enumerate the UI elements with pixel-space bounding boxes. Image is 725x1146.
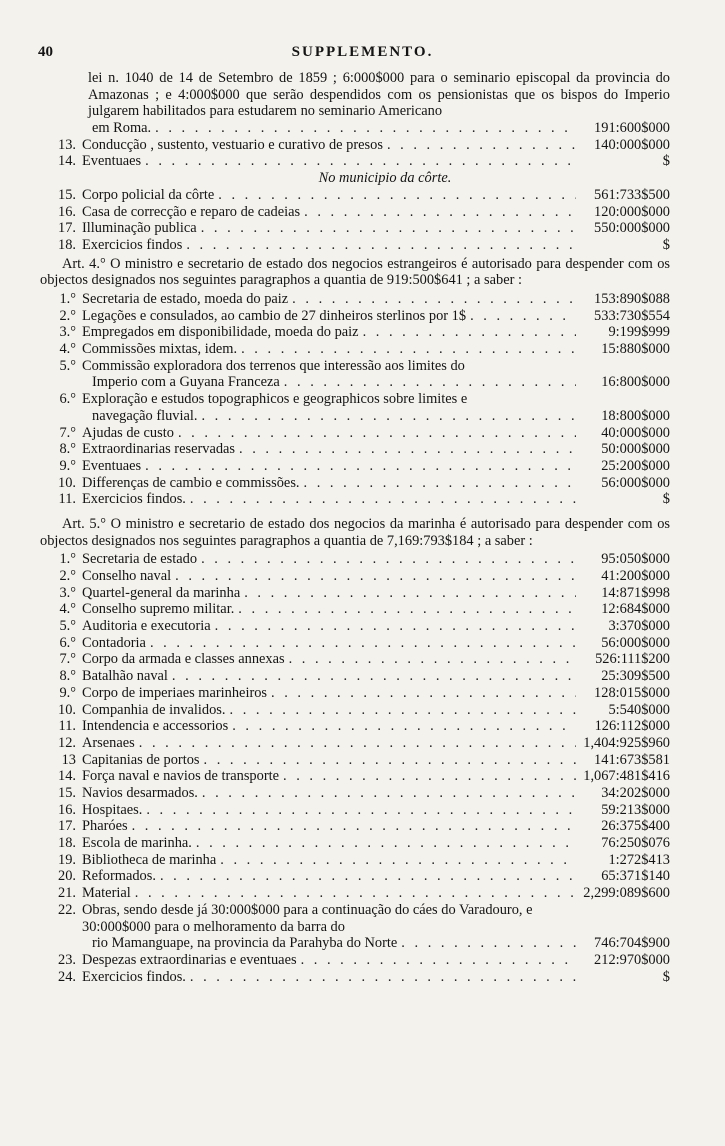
item-row-continuation [40, 374, 670, 391]
item-amount: 16:800$000 [601, 374, 670, 391]
item-label: Corpo de imperiaes marinheiros [82, 684, 268, 701]
item-label: Secretaria de estado [82, 551, 198, 568]
item-row [40, 153, 670, 170]
item-number: 24. [58, 968, 76, 985]
item-amount: 56:000$000 [601, 474, 670, 491]
item-number: 6.° [59, 634, 76, 651]
item-row [40, 475, 670, 492]
item-amount: $ [662, 968, 670, 985]
item-amount: 128:015$000 [594, 684, 670, 701]
item-label: Auditoria e executoria [82, 618, 211, 635]
item-amount: 140:000$000 [594, 136, 670, 153]
item-amount: 1,067:481$416 [583, 768, 670, 785]
item-label: Exercicios findos. [82, 491, 186, 508]
item-number: 16. [58, 801, 76, 818]
item-amount: 59:213$000 [601, 801, 670, 818]
item-row [40, 718, 670, 735]
item-label: Despezas extraordinarias e eventuaes [82, 951, 297, 968]
leader-dots [190, 491, 576, 508]
item-number: 16. [58, 203, 76, 220]
item-row [40, 618, 670, 635]
leader-dots [284, 374, 576, 391]
item-amount: 550:000$000 [594, 220, 670, 237]
item-row [40, 852, 670, 869]
leader-dots [186, 237, 576, 254]
item-number: 12. [58, 734, 76, 751]
art5-items-end [40, 952, 670, 985]
leader-dots [178, 425, 576, 442]
item-label: Eventuaes [82, 153, 142, 170]
item-label: Força naval e navios de transporte [82, 768, 279, 785]
art5-paragraph: Art. 5.° O ministro e secretario de estado dos negocios da marinha é autorisado para despender com os objectos designados nos seguintes paragraphos a quantia de 7,169:793$184 ; a saber : [40, 515, 670, 549]
item-row [40, 358, 670, 375]
item-row [40, 651, 670, 668]
leader-dots [160, 868, 576, 885]
item-label: Exercicios findos. [82, 968, 186, 985]
item-label: Navios desarmados. [82, 784, 198, 801]
item-label: Capitanias de portos [82, 751, 200, 768]
item-label: Pharóes [82, 818, 128, 835]
item-amount: 2,299:089$600 [583, 885, 670, 902]
items-list-a [40, 137, 670, 170]
item-row [40, 818, 670, 835]
item-amount: 65:371$140 [601, 868, 670, 885]
item-label: Companhia de invalidos. [82, 701, 226, 718]
item-amount: 126:112$000 [594, 718, 670, 735]
item-row [40, 187, 670, 204]
item-number: 13 [61, 751, 76, 768]
art4-items [40, 291, 670, 508]
leader-dots [196, 835, 576, 852]
item-number: 10. [58, 474, 76, 491]
item-label: Bibliotheca de marinha [82, 851, 217, 868]
item-row [40, 585, 670, 602]
leader-dots [232, 718, 576, 735]
leader-dots [238, 601, 576, 618]
leader-dots [135, 885, 576, 902]
item-row [40, 458, 670, 475]
item-amount: 14:871$998 [601, 584, 670, 601]
item-label: Commissões mixtas, idem. [82, 341, 238, 358]
item-label: Legações e consulados, ao cambio de 27 dinheiros sterlinos por 1$ [82, 307, 467, 324]
item-amount: 120:000$000 [594, 203, 670, 220]
item-number: 4.° [59, 341, 76, 358]
item-label-last: rio Mamanguape, na provincia da Parahyba do Norte [92, 935, 398, 952]
leader-dots [145, 153, 576, 170]
item-amount: $ [662, 491, 670, 508]
leader-dots [292, 291, 576, 308]
item-row [40, 441, 670, 458]
leader-dots [190, 969, 576, 986]
item-row-continuation [40, 408, 670, 425]
item-label-continuation: Imperio com a Guyana Franceza [92, 374, 280, 391]
item-amount: 12:684$000 [601, 601, 670, 618]
leader-dots [387, 137, 576, 154]
item-number: 19. [58, 851, 76, 868]
item-label: Corpo policial da côrte [82, 186, 215, 203]
item-number: 18. [58, 236, 76, 253]
art5-item-22-last [40, 935, 670, 952]
item-amount: 561:733$500 [594, 186, 670, 203]
leader-dots [230, 702, 577, 719]
item-number: 4.° [59, 601, 76, 618]
item-row [40, 568, 670, 585]
item-amount: 746:704$900 [594, 935, 670, 952]
leader-dots [172, 668, 576, 685]
item-label: Corpo da armada e classes annexas [82, 651, 285, 668]
item-amount: 34:202$000 [601, 784, 670, 801]
item-label: Quartel-general da marinha [82, 584, 241, 601]
item-label: Material [82, 885, 131, 902]
item-number: 2.° [59, 568, 76, 585]
item-amount: 526:111$200 [595, 651, 670, 668]
item-row [40, 291, 670, 308]
leader-dots [304, 475, 576, 492]
leader-dots [132, 818, 576, 835]
item-label: Arsenaes [82, 734, 135, 751]
item-number: 5.° [59, 618, 76, 635]
item-row [40, 668, 670, 685]
item-label: Reformados. [82, 868, 156, 885]
item-label: Extraordinarias reservadas [82, 441, 236, 458]
item-label: Casa de correcção e reparo de cadeias [82, 203, 301, 220]
item-label: Ajudas de custo [82, 424, 174, 441]
leader-dots [401, 935, 576, 952]
item-amount: 56:000$000 [601, 634, 670, 651]
item-row [40, 635, 670, 652]
item-row [40, 702, 670, 719]
page-content [40, 70, 670, 985]
leader-dots [304, 204, 576, 221]
item-label: Commissão exploradora dos terrenos que interessão aos limites do [82, 357, 465, 374]
item-label: Exercicios findos [82, 236, 183, 253]
item-label: Exploração e estudos topographicos e geographicos sobre limites e [82, 391, 468, 408]
item-amount: 1,404:925$960 [583, 734, 670, 751]
item-amount: 95:050$000 [601, 551, 670, 568]
item-amount: 15:880$000 [601, 341, 670, 358]
item-row [40, 685, 670, 702]
item-amount: $ [662, 153, 670, 170]
item-number: 9.° [59, 457, 76, 474]
item-label: Obras, sendo desde já 30:000$000 para a continuação do cáes do Varadouro, e 30:000$000 para o melhoramento da barra do [82, 901, 533, 935]
item-label: Contadoria [82, 634, 146, 651]
item-row [40, 735, 670, 752]
item-label: Intendencia e accessorios [82, 718, 229, 735]
item-number: 8.° [59, 441, 76, 458]
art5-item-22 [40, 901, 670, 935]
leader-dots [220, 852, 576, 869]
leader-dots [201, 220, 576, 237]
leader-dots [139, 735, 576, 752]
leader-dots [241, 341, 576, 358]
item-row [40, 204, 670, 221]
leader-dots [175, 568, 576, 585]
item-number: 22. [58, 901, 76, 918]
item-amount: 1:272$413 [608, 851, 670, 868]
lei-amount: 191:600$000 [594, 120, 670, 137]
leader-dots [204, 752, 576, 769]
item-number: 18. [58, 835, 76, 852]
item-number: 5.° [59, 357, 76, 374]
item-number: 1.° [59, 291, 76, 308]
item-row [40, 425, 670, 442]
item-number: 10. [58, 701, 76, 718]
leader-dots [363, 324, 576, 341]
item-number: 6.° [59, 391, 76, 408]
leader-dots [239, 441, 576, 458]
item-amount: 533:730$554 [594, 307, 670, 324]
item-row [40, 601, 670, 618]
art5-items [40, 551, 670, 901]
item-number: 1.° [59, 551, 76, 568]
leader-dots [146, 802, 576, 819]
item-amount: 153:890$088 [594, 291, 670, 308]
item-number: 11. [58, 491, 76, 508]
leader-dots [301, 952, 576, 969]
item-row [40, 324, 670, 341]
item-number: 11. [58, 718, 76, 735]
item-number: 14. [58, 768, 76, 785]
item-label: Secretaria de estado, moeda do paiz [82, 291, 289, 308]
page-number: 40 [38, 44, 53, 60]
item-amount: 41:200$000 [601, 568, 670, 585]
item-number: 3.° [59, 584, 76, 601]
leader-dots [150, 635, 576, 652]
lei-last-line [40, 120, 670, 137]
item-row [40, 785, 670, 802]
leader-dots [289, 651, 576, 668]
leader-dots [283, 768, 576, 785]
item-number: 15. [58, 784, 76, 801]
item-amount: 18:800$000 [601, 407, 670, 424]
item-row [40, 952, 670, 969]
leader-dots [202, 785, 576, 802]
item-label: Illuminação publica [82, 220, 197, 237]
page-header [0, 44, 725, 66]
item-number: 23. [58, 951, 76, 968]
item-number: 3.° [59, 324, 76, 341]
item-label: Conselho supremo militar. [82, 601, 235, 618]
item-label: Eventuaes [82, 457, 142, 474]
items-list-b [40, 187, 670, 254]
item-number: 7.° [59, 651, 76, 668]
item-amount: 9:199$999 [608, 324, 670, 341]
item-number: 17. [58, 220, 76, 237]
item-amount: 40:000$000 [601, 424, 670, 441]
leader-dots [215, 618, 576, 635]
item-amount: 212:970$000 [594, 951, 670, 968]
item-amount: 76:250$076 [601, 835, 670, 852]
lei-paragraph: lei n. 1040 de 14 de Setembro de 1859 ; 6:000$000 para o seminario episcopal da provincia do Amazonas ; e 4:000$000 que serão despendidos com os pensionistas que os bispos do Imperio julgarem habilitados para estudarem no seminario Americano [88, 70, 670, 120]
item-row [40, 391, 670, 408]
item-label: Hospitaes. [82, 801, 143, 818]
item-number: 15. [58, 186, 76, 203]
leader-dots [145, 458, 576, 475]
leader-dots [201, 551, 576, 568]
item-row [40, 835, 670, 852]
item-number: 8.° [59, 668, 76, 685]
item-number: 14. [58, 153, 76, 170]
item-label: Conselho naval [82, 568, 172, 585]
item-row [40, 752, 670, 769]
item-number: 9.° [59, 684, 76, 701]
item-row [40, 551, 670, 568]
running-title: SUPPLEMENTO. [291, 44, 434, 60]
leader-dots [271, 685, 576, 702]
item-amount: 3:370$000 [608, 618, 670, 635]
item-row [40, 220, 670, 237]
item-row [40, 137, 670, 154]
item-label: Escola de marinha. [82, 835, 192, 852]
item-label: Empregados em disponibilidade, moeda do paiz [82, 324, 359, 341]
item-row [40, 768, 670, 785]
item-amount: 50:000$000 [601, 441, 670, 458]
item-row [40, 868, 670, 885]
item-label-continuation: navegação fluvial. [92, 407, 198, 424]
item-label: Batalhão naval [82, 668, 168, 685]
item-amount: 25:200$000 [601, 457, 670, 474]
item-amount: $ [662, 236, 670, 253]
item-label: Conducção , sustento, vestuario e curativo de presos [82, 136, 383, 153]
item-amount: 26:375$400 [601, 818, 670, 835]
item-row [40, 802, 670, 819]
leader-dots [470, 308, 576, 325]
item-number: 20. [58, 868, 76, 885]
item-amount: 5:540$000 [608, 701, 670, 718]
item-number: 17. [58, 818, 76, 835]
art4-paragraph: Art. 4.° O ministro e secretario de estado dos negocios estrangeiros é autorisado para despender com os objectos designados nos seguintes paragraphos a quantia de 919:500$641 ; a saber : [40, 255, 670, 289]
item-number: 2.° [59, 307, 76, 324]
subheading: No municipio da côrte. [318, 170, 452, 187]
item-row [40, 885, 670, 902]
item-label: Differenças de cambio e commissões. [82, 474, 300, 491]
item-row [40, 308, 670, 325]
item-amount: 141:673$581 [594, 751, 670, 768]
leader-dots [201, 408, 576, 425]
leader-dots [244, 585, 576, 602]
item-row [40, 491, 670, 508]
item-number: 21. [58, 885, 76, 902]
leader-dots [155, 120, 576, 137]
lei-last-line-label: em Roma. [92, 120, 152, 137]
leader-dots [218, 187, 576, 204]
item-number: 7.° [59, 424, 76, 441]
item-amount: 25:309$500 [601, 668, 670, 685]
item-number: 13. [58, 136, 76, 153]
item-row [40, 969, 670, 986]
item-row [40, 341, 670, 358]
item-row [40, 237, 670, 254]
